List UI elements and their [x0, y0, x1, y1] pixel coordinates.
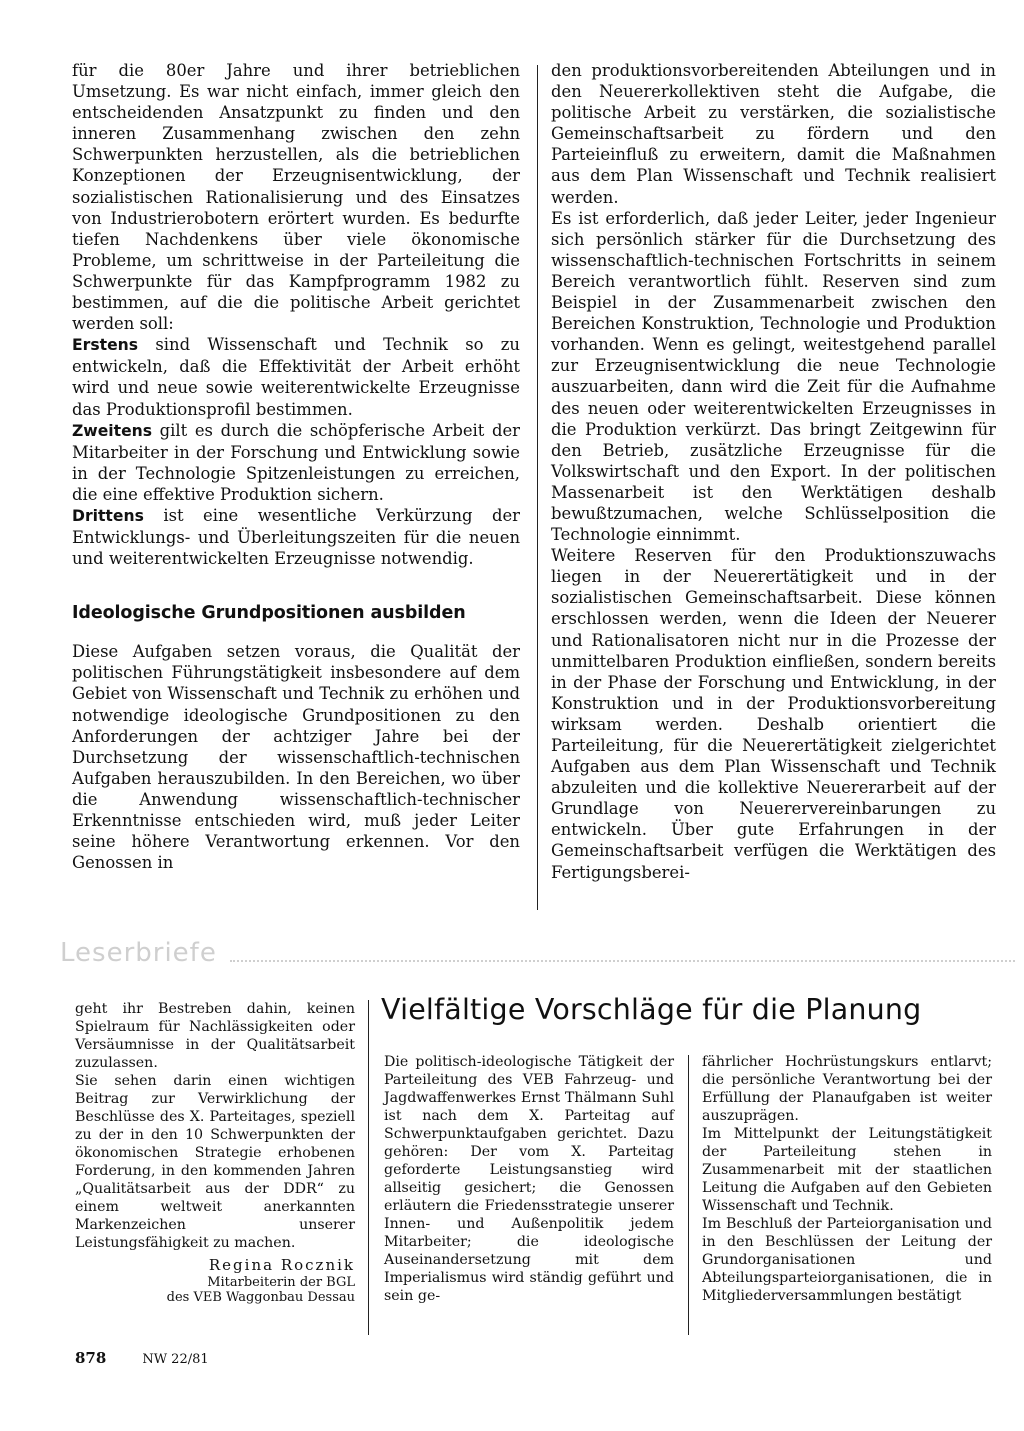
article-column-1 [384, 1053, 674, 1305]
column-divider [688, 1055, 689, 1335]
article-column-2 [702, 1053, 992, 1305]
right-column [551, 60, 996, 883]
paragraph: für die 80er Jahre und ihrer betrieblichen Umsetzung. Es war nicht einfach, immer gleich den entscheidenden Ansatzpunkt zu finden und den inneren Zusammenhang zwischen den zehn Schwerpunkten herzustellen, als die betrieblichen Konzeptionen der Erzeugnisentwicklung, der sozialistischen Rationalisierung und des Einsatzes von Industrierobotern erörtert wurden. Es bedurfte tiefen Nachdenkens über viele ökonomische Probleme, um schrittweise in der Parteileitung die Schwerpunkte für das Kampfprogramm 1982 zu bestimmen, auf die die politische Arbeit gerichtet werden soll: [72, 61, 520, 334]
issue-label: NW 22/81 [142, 1352, 209, 1367]
paragraph: Die politisch-ideologische Tätigkeit der Parteileitung des VEB Fahrzeug- und Jagdwaffenwerkes Ernst Thälmann Suhl ist nach dem X. Parteitag auf Schwerpunktaufgaben gerichtet. Dazu gehören: Der vom X. Parteitag geforderte Leistungsanstieg wird allseitig gesichert; die Genossen erläutern die Friedensstrategie unserer Innen- und Außenpolitik jedem Mitarbeiter; die ideologische Auseinandersetzung mit dem Imperialismus wird ständig geführt und sein ge- [384, 1054, 674, 1304]
paragraph: Sie sehen darin einen wichtigen Beitrag zur Verwirklichung der Beschlüsse des X. Parteitages, speziell zu der in den 10 Schwerpunkten der ökonomischen Strategie erhobenen Forderung, in den kommenden Jahren „Qualitätsarbeit aus der DDR“ zu einem weltweit anerkannten Markenzeichen unserer Leistungsfähigkeit zu machen. [75, 1073, 355, 1251]
paragraph: Diese Aufgaben setzen voraus, die Qualität der politischen Führungstätigkeit insbesondere auf dem Gebiet von Wissenschaft und Technik zu erhöhen und notwendige ideologische Grundpositionen zu den Anforderungen der achtziger Jahre bei der Durchsetzung der wissenschaftlich-technischen Aufgaben herauszubilden. In den Bereichen, wo über die Anwendung wissenschaftlich-technischer Erkenntnisse entschieden wird, muß jeder Leiter seine höhere Verantwortung erkennen. Vor den Genossen in [72, 642, 520, 873]
article-headline: Vielfältige Vorschläge für die Planung [381, 993, 922, 1026]
left-column [72, 60, 520, 873]
section-label-row [60, 938, 1015, 978]
paragraph: Im Beschluß der Parteiorganisation und in den Beschlüssen der Leitung der Grundorganisationen und Abteilungsparteiorganisationen, die in Mitgliederversammlungen bestätigt [702, 1216, 992, 1304]
paragraph: Es ist erforderlich, daß jeder Leiter, jeder Ingenieur sich persönlich stärker für die Durchsetzung des wissenschaftlich-technischen Fortschritts in seinem Bereich verantwortlich fühlt. Reserven sind zum Beispiel in der Zusammenarbeit zwischen den Bereichen Konstruktion, Technologie und Produktion vorhanden. Wenn es gelingt, weitestgehend parallel zur Erzeugnisentwicklung die neue Technologie auszuarbeiten, dann wird die Zeit für die Aufnahme des neuen oder weiterentwickelten Erzeugnisses in die Produktion verkürzt. Das bringt Zeitgewinn für den Betrieb, zusätzliche Erzeugnisse für die Volkswirtschaft und den Export. In der politischen Massenarbeit ist den Werktätigen deshalb bewußtzumachen, welche Schlüsselposition die Technologie einnimmt. [551, 208, 996, 545]
paragraph: Weitere Reserven für den Produktionszuwachs liegen in der Neuerertätigkeit und in der sozialistischen Gemeinschaftsarbeit. Diese können erschlossen werden, wenn die Ideen der Neuerer und Rationalisatoren nicht nur in die Prozesse der unmittelbaren Produktion einfließen, sondern bereits in der Phase der Forschung und Entwicklung, in der Konstruktion und in der Produktionsvorbereitung wirksam werden. Deshalb orientiert die Parteileitung, für die Neuerertätigkeit zielgerichtet Aufgaben aus dem Plan Wissenschaft und Technik abzuleiten und die kollektive Neuererarbeit auf der Grundlage von Neuerervereinbarungen zu entwickeln. Über gute Erfahrungen in der Gemeinschaftsarbeit verfügen die Werktätigen des Fertigungsberei- [551, 546, 996, 882]
author-name: Regina Rocznik [208, 1256, 355, 1274]
bold-lead: Zweitens [72, 421, 153, 440]
column-divider [537, 65, 538, 910]
page-number: 878 [75, 1349, 107, 1367]
author-organisation: des VEB Waggonbau Dessau [166, 1290, 355, 1305]
paragraph: geht ihr Bestreben dahin, keinen Spielraum für Nachlässigkeiten oder Versäumnisse in der Qualitätsarbeit zuzulassen. [75, 1001, 355, 1071]
section-subheading: Ideologische Grundpositionen ausbilden [72, 603, 466, 624]
column-divider [368, 1000, 369, 1335]
section-label: Leserbriefe [60, 938, 217, 968]
page-footer [75, 1349, 209, 1367]
dotted-rule [230, 960, 1015, 962]
paragraph: Drittens ist eine wesentliche Verkürzung der Entwicklungs- und Überleitungszeiten für die neuen und weiterentwickelten Erzeugnisse notwendig. [72, 505, 520, 569]
paragraph: Im Mittelpunkt der Leitungstätigkeit der Parteileitung stehen in Zusammenarbeit mit der staatlichen Leitung die Aufgaben auf den Gebieten Wissenschaft und Technik. [702, 1126, 992, 1214]
author-role: Mitarbeiterin der BGL [207, 1275, 355, 1290]
paragraph: den produktionsvorbereitenden Abteilungen und in den Neuererkollektiven steht die Aufgabe, die politische Arbeit zu verstärken, die sozialistische Gemeinschaftsarbeit zu fördern und den Parteieinfluß zu erweitern, damit die Maßnahmen aus dem Plan Wissenschaft und Technik realisiert werden. [551, 61, 996, 207]
bold-lead: Drittens [72, 506, 144, 525]
paragraph: fährlicher Hochrüstungskurs entlarvt; die persönliche Verantwortung bei der Erfüllung der Planaufgaben ist weiter auszuprägen. [702, 1054, 992, 1124]
paragraph: Erstens sind Wissenschaft und Technik so zu entwickeln, daß die Effektivität der Arbeit erhöht wird und neue sowie weiterentwickelte Erzeugnisse das Produktionsprofil bestimmen. [72, 335, 520, 419]
letter-column [75, 1000, 355, 1305]
signature-block [75, 1256, 355, 1305]
paragraph: Zweitens gilt es durch die schöpferische Arbeit der Mitarbeiter in der Forschung und Entwicklung sowie in der Technologie Spitzenleistungen zu erreichen, die eine effektive Produktion sichern. [72, 420, 520, 504]
bold-lead: Erstens [72, 336, 139, 355]
